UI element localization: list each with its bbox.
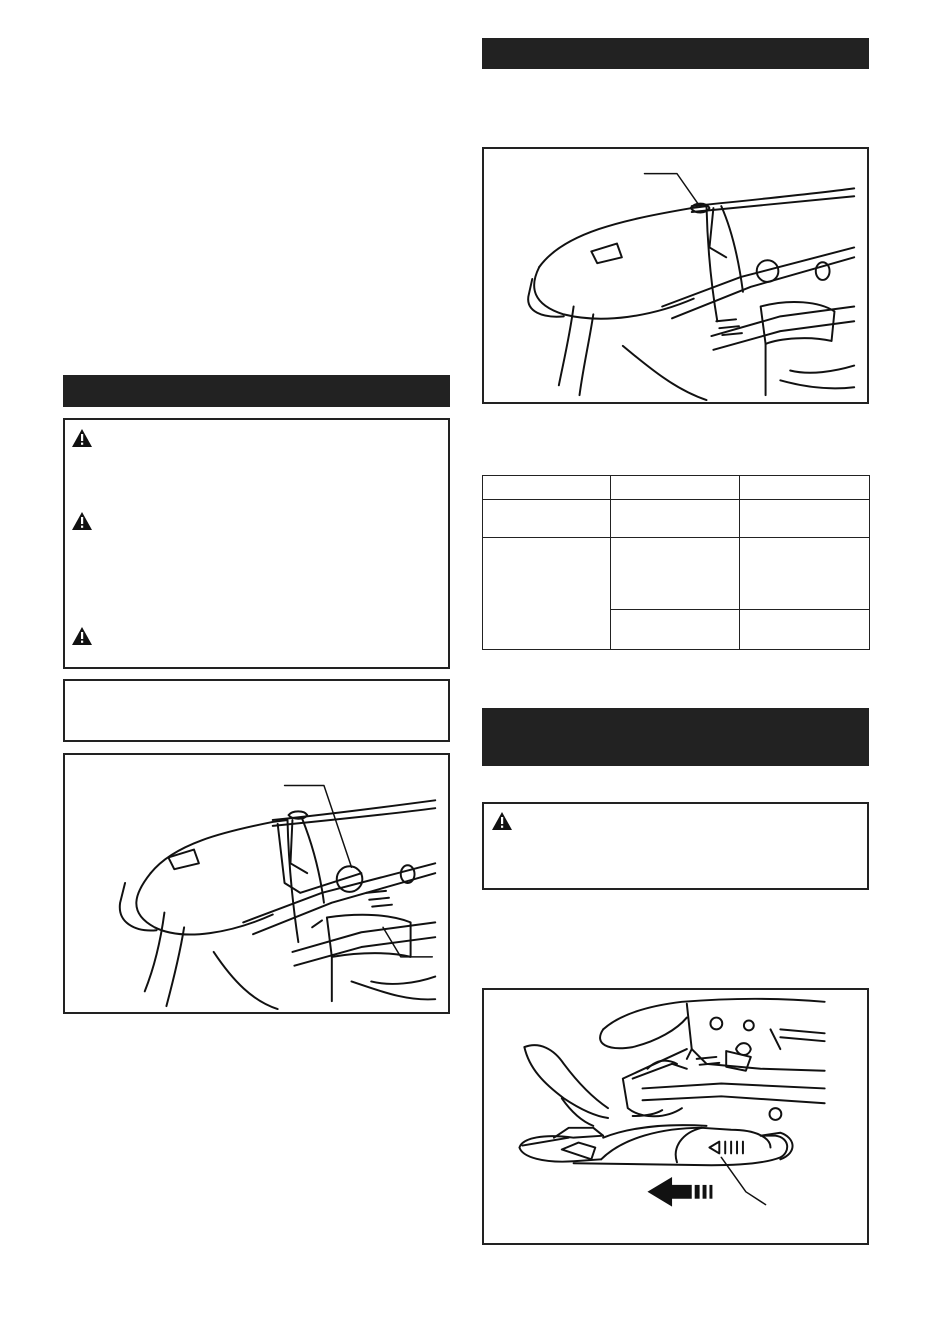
table-row (483, 538, 870, 610)
warning-triangle-icon (71, 626, 93, 646)
warning-box-left (63, 418, 450, 669)
table-row (483, 500, 870, 538)
right-section-header-top (482, 38, 869, 69)
table-header-cell (483, 476, 611, 500)
table-header-cell (740, 476, 870, 500)
sander-illustration-left (65, 755, 448, 1012)
sander-illustration-right-bottom (484, 990, 867, 1243)
table-cell (611, 538, 740, 610)
figure-right-top (482, 147, 869, 404)
table-cell (611, 610, 740, 650)
right-section-header-lower (482, 708, 869, 766)
table-cell (483, 538, 611, 650)
left-arrow-icon (647, 1177, 712, 1207)
warning-triangle-icon (491, 811, 513, 831)
left-section-header (63, 375, 450, 407)
table-cell (740, 610, 870, 650)
warning-triangle-icon (71, 511, 93, 531)
table-cell (611, 500, 740, 538)
warning-triangle-icon (71, 428, 93, 448)
note-box (63, 679, 450, 742)
table-row (483, 476, 870, 500)
table-cell (740, 500, 870, 538)
table-header-cell (611, 476, 740, 500)
warning-box-right (482, 802, 869, 890)
table-cell (740, 538, 870, 610)
figure-left (63, 753, 450, 1014)
table-cell (483, 500, 611, 538)
figure-right-bottom (482, 988, 869, 1245)
spec-table (482, 475, 870, 650)
sander-illustration-right-top (484, 149, 867, 402)
